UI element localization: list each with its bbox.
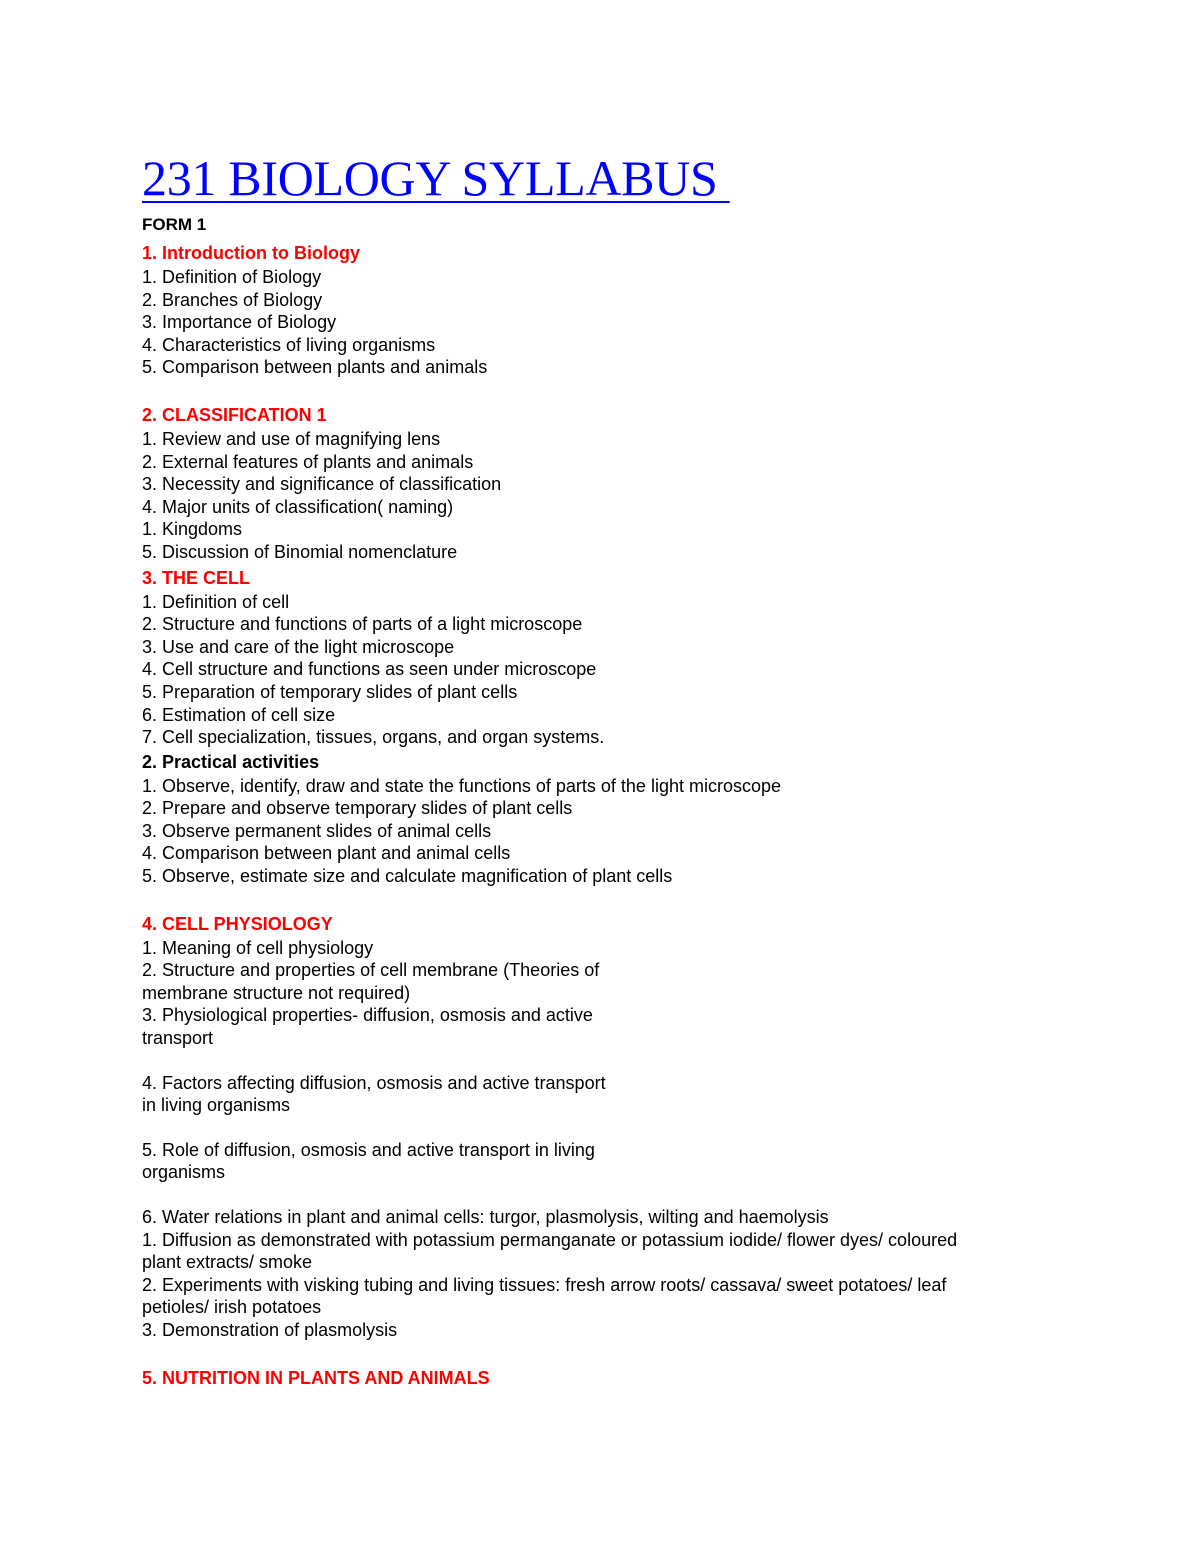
form-label: FORM 1 bbox=[142, 215, 207, 234]
spacer bbox=[142, 1117, 1092, 1139]
list-item: 1. Observe, identify, draw and state the functions of parts of the light microscope bbox=[142, 775, 781, 796]
list-item: 3. Necessity and significance of classification bbox=[142, 474, 502, 495]
syllabus-page bbox=[142, 150, 1092, 1391]
list-item: 2. Structure and properties of cell membrane (Theories of bbox=[142, 960, 600, 981]
list-item: 2. Structure and functions of parts of a light microscope bbox=[142, 614, 583, 635]
spacer bbox=[142, 1342, 1092, 1364]
spacer bbox=[142, 888, 1092, 910]
list-item: 3. Observe permanent slides of animal cells bbox=[142, 820, 492, 841]
list-item: 6. Estimation of cell size bbox=[142, 704, 336, 725]
list-item: 1. Diffusion as demonstrated with potassium permanganate or potassium iodide/ flower dyes/ coloured bbox=[142, 1229, 958, 1250]
list-item: 5. Observe, estimate size and calculate magnification of plant cells bbox=[142, 866, 673, 887]
section-heading: 4. CELL PHYSIOLOGY bbox=[142, 913, 333, 934]
section-heading: 1. Introduction to Biology bbox=[142, 243, 360, 263]
list-item: 5. Comparison between plants and animals bbox=[142, 357, 488, 378]
list-item: plant extracts/ smoke bbox=[142, 1252, 313, 1273]
list-item: 4. Major units of classification( naming) bbox=[142, 496, 454, 517]
list-item: transport bbox=[142, 1028, 214, 1049]
list-item: 4. Cell structure and functions as seen under microscope bbox=[142, 659, 597, 680]
list-item: 3. Physiological properties- diffusion, osmosis and active bbox=[142, 1005, 593, 1026]
list-item: 1. Kingdoms bbox=[142, 519, 243, 540]
list-item: 4. Characteristics of living organisms bbox=[142, 334, 436, 355]
list-item: organisms bbox=[142, 1162, 226, 1183]
list-item: 3. Demonstration of plasmolysis bbox=[142, 1319, 398, 1340]
list-item: 5. Role of diffusion, osmosis and active transport in living bbox=[142, 1139, 595, 1160]
list-item: 5. Preparation of temporary slides of plant cells bbox=[142, 681, 518, 702]
list-item: petioles/ irish potatoes bbox=[142, 1297, 322, 1318]
list-item: membrane structure not required) bbox=[142, 982, 411, 1003]
list-item: 7. Cell specialization, tissues, organs, and organ systems. bbox=[142, 727, 605, 748]
list-item: in living organisms bbox=[142, 1095, 291, 1116]
list-item: 1. Definition of cell bbox=[142, 591, 290, 612]
list-item: 2. Prepare and observe temporary slides of plant cells bbox=[142, 798, 573, 819]
spacer bbox=[142, 1050, 1092, 1072]
list-item: 4. Factors affecting diffusion, osmosis and active transport bbox=[142, 1072, 606, 1093]
section-heading: 3. THE CELL bbox=[142, 567, 251, 588]
list-item: 3. Use and care of the light microscope bbox=[142, 636, 455, 657]
list-item: 3. Importance of Biology bbox=[142, 312, 337, 333]
spacer bbox=[142, 379, 1092, 401]
section-heading: 5. NUTRITION IN PLANTS AND ANIMALS bbox=[142, 1367, 490, 1388]
list-item: 2. Experiments with visking tubing and living tissues: fresh arrow roots/ cassava/ sweet potatoes/ leaf bbox=[142, 1274, 947, 1295]
list-item: 5. Discussion of Binomial nomenclature bbox=[142, 541, 458, 562]
list-item: 1. Definition of Biology bbox=[142, 267, 322, 287]
page-title: 231 BIOLOGY SYLLABUS bbox=[142, 150, 730, 206]
list-item: 2. Branches of Biology bbox=[142, 289, 323, 310]
spacer bbox=[142, 1184, 1092, 1206]
list-item: 6. Water relations in plant and animal cells: turgor, plasmolysis, wilting and haemolysis bbox=[142, 1207, 829, 1227]
subsection-heading: 2. Practical activities bbox=[142, 751, 320, 772]
section-heading: 2. CLASSIFICATION 1 bbox=[142, 404, 327, 425]
list-item: 1. Meaning of cell physiology bbox=[142, 937, 374, 958]
list-item: 1. Review and use of magnifying lens bbox=[142, 428, 441, 449]
list-item: 2. External features of plants and animals bbox=[142, 451, 474, 472]
list-item: 4. Comparison between plant and animal cells bbox=[142, 843, 511, 864]
